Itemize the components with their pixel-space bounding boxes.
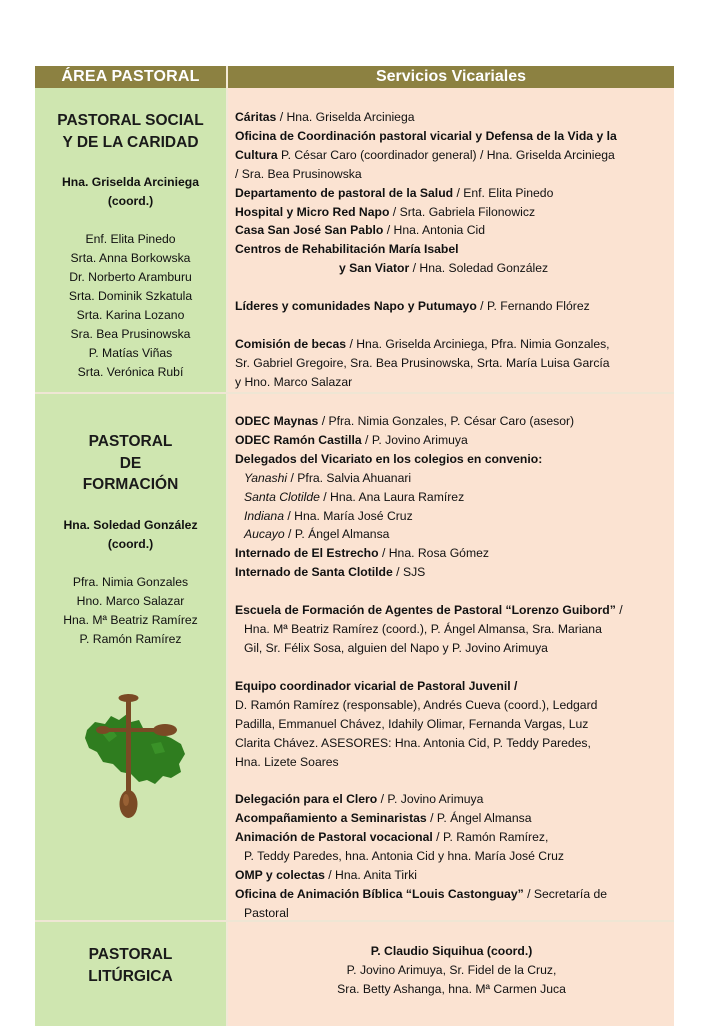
service-line: Clarita Chávez. ASESORES: Hna. Antonia Cid, P. Teddy Paredes, (235, 735, 591, 750)
member: Hna. Mª Beatriz Ramírez (63, 612, 198, 627)
service-line: Escuela de Formación de Agentes de Pastoral “Lorenzo Guibord” / (235, 603, 623, 618)
member: Hno. Marco Salazar (76, 593, 185, 608)
service-line: Delegados del Vicariato en los colegios en convenio: (235, 451, 543, 466)
member: Srta. Verónica Rubí (77, 365, 184, 379)
member: Dr. Norberto Aramburu (69, 270, 192, 284)
area-cell-formacion (35, 394, 228, 922)
service-line: Líderes y comunidades Napo y Putumayo / P. Fernando Flórez (235, 299, 590, 314)
service-line: Cultura P. César Caro (coordinador general) / Hna. Griselda Arciniega (235, 147, 615, 162)
service-line: Internado de El Estrecho / Hna. Rosa Gómez (235, 546, 489, 561)
member: P. Ramón Ramírez (79, 631, 182, 646)
service-line: ODEC Maynas / Pfra. Nimia Gonzales, P. César Caro (asesor) (235, 414, 575, 428)
header-area-pastoral: ÁREA PASTORAL (35, 66, 228, 88)
service-line: Casa San José San Pablo / Hna. Antonia Cid (235, 223, 485, 238)
coordinator-name: Hna. Griselda Arciniega (61, 175, 200, 189)
service-line: D. Ramón Ramírez (responsable), Andrés Cueva (coord.), Ledgard (235, 697, 598, 712)
service-line: P. Jovino Arimuya, Sr. Fidel de la Cruz, (346, 962, 557, 977)
service-line: P. Teddy Paredes, hna. Antonia Cid y hna. María José Cruz (244, 849, 564, 864)
member: P. Matías Viñas (88, 346, 173, 360)
member: Pfra. Nimia Gonzales (72, 574, 189, 589)
service-line: Sra. Betty Ashanga, hna. Mª Carmen Juca (337, 981, 566, 996)
row-pastoral-formacion (35, 392, 674, 922)
service-line: Hospital y Micro Red Napo / Srta. Gabriela Filonowicz (235, 204, 536, 219)
services-cell-liturgica (228, 922, 674, 1026)
header-servicios-vicariales: Servicios Vicariales (228, 66, 674, 88)
service-line: Indiana / Hna. María José Cruz (244, 508, 413, 523)
service-line: Acompañamiento a Seminaristas / P. Ángel Almansa (235, 811, 532, 826)
service-line: Yanashi / Pfra. Salvia Ahuanari (244, 470, 412, 485)
member: Srta. Karina Lozano (76, 308, 185, 322)
area-title-social (35, 110, 226, 153)
service-line: Cáritas / Hna. Griselda Arciniega (235, 110, 415, 124)
coordinator-label: (coord.) (107, 536, 154, 551)
service-line: Departamento de pastoral de la Salud / Enf. Elita Pinedo (235, 185, 554, 200)
service-line: Padilla, Emmanuel Chávez, Idahily Olimar, Fernanda Vargas, Luz (235, 716, 589, 731)
row-pastoral-social (35, 88, 674, 392)
service-line: Oficina de Coordinación pastoral vicarial y Defensa de la Vida y la (235, 128, 617, 143)
title-line-1: PASTORAL (88, 433, 173, 450)
service-line: ODEC Ramón Castilla / P. Jovino Arimuya (235, 432, 468, 447)
service-line: / Sra. Bea Prusinowska (235, 166, 362, 181)
service-line: Centros de Rehabilitación María Isabel (235, 242, 459, 257)
cross-map-logo-icon (81, 692, 191, 822)
coordinator-label: (coord.) (107, 194, 154, 208)
coordinator-formacion (35, 516, 226, 554)
services-cell-social (228, 88, 674, 392)
service-line: Internado de Santa Clotilde / SJS (235, 565, 426, 580)
members-social (35, 230, 226, 382)
title-line-1: PASTORAL SOCIAL (57, 112, 204, 129)
coordinator-social (35, 173, 226, 211)
title-line-2: Y DE LA CARIDAD (62, 133, 199, 151)
service-line: Delegación para el Clero / P. Jovino Arimuya (235, 792, 484, 807)
member: Srta. Dominik Szkatula (68, 289, 193, 303)
title-line-1: PASTORAL (88, 946, 173, 963)
services-cell-formacion (228, 394, 674, 922)
service-line: Pastoral (244, 905, 289, 920)
service-line: Hna. Mª Beatriz Ramírez (coord.), P. Ángel Almansa, Sra. Mariana (244, 622, 602, 637)
service-line: Oficina de Animación Bíblica “Louis Castonguay” / Secretaría de (235, 886, 608, 901)
members-formacion (35, 573, 226, 649)
service-line: y San Viator / Hna. Soledad González (339, 261, 549, 276)
service-line: P. Claudio Siquihua (coord.) (370, 944, 533, 958)
title-line-2: DE (119, 454, 142, 472)
member: Sra. Bea Prusinowska (70, 327, 191, 341)
service-line: Hna. Lizete Soares (235, 754, 339, 769)
row-pastoral-liturgica (35, 920, 674, 1026)
service-line: Animación de Pastoral vocacional / P. Ramón Ramírez, (235, 830, 549, 845)
service-line: Sr. Gabriel Gregoire, Sra. Bea Prusinowska, Srta. María Luisa García (235, 355, 610, 370)
coordinator-name: Hna. Soledad González (63, 517, 198, 532)
member: Enf. Elita Pinedo (85, 232, 176, 246)
service-line: Comisión de becas / Hna. Griselda Arciniega, Pfra. Nimia Gonzales, (235, 337, 610, 352)
service-line: Equipo coordinador vicarial de Pastoral Juvenil / (235, 678, 518, 693)
area-cell-liturgica (35, 922, 228, 1026)
service-line: OMP y colectas / Hna. Anita Tirki (235, 868, 417, 883)
service-line: Aucayo / P. Ángel Almansa (244, 527, 390, 542)
table-header (35, 66, 674, 88)
pastoral-table (35, 66, 674, 1024)
service-line: y Hno. Marco Salazar (235, 374, 353, 389)
service-line: Santa Clotilde / Hna. Ana Laura Ramírez (244, 489, 465, 504)
service-line: Gil, Sr. Félix Sosa, alguien del Napo y P. Jovino Arimuya (244, 640, 548, 655)
title-line-3: FORMACIÓN (82, 476, 179, 493)
title-line-2: LITÚRGICA (88, 967, 173, 985)
area-cell-social (35, 88, 228, 392)
area-title-liturgica (35, 944, 226, 987)
member: Srta. Anna Borkowska (70, 251, 191, 265)
area-title-formacion (35, 431, 226, 496)
